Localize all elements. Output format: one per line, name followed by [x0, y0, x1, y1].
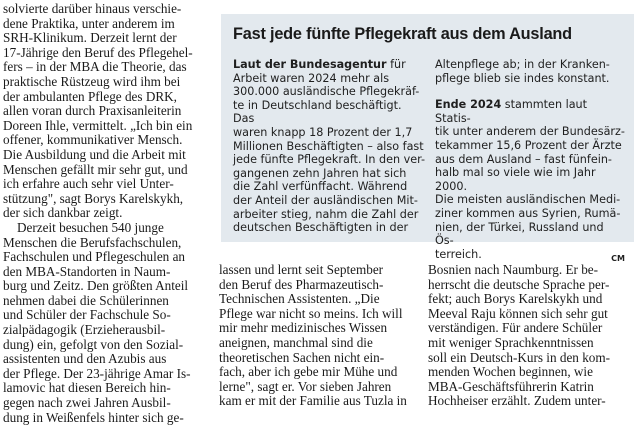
paragraph-1: solvierte darüber hinaus verschie- dene Praktika, unter anderem im SRH-Klinikum. Derzeit lernt der 17-Jährige den Beruf des Pflegehel- fers – in der MBA die Theorie, das praktische Rüstzeug wird ihm bei der ambulanten Pflege des DRK, allen voran durch Praxisanleiterin Doreen Ihle, vermittelt. „Ich bin ein offener, kommunikativer Mensch. Die Ausbildung und die Arbeit mit Menschen gefällt mir sehr gut, und ich erfahre auch sehr viel Unter- stützung", sagt Borys Karelskykh, der sich dankbar zeigt.: [3, 1, 193, 221]
info-box-column-2: [435, 58, 625, 265]
author-tag: CM: [611, 253, 625, 263]
info-box: [221, 14, 634, 263]
article-column-left: [3, 2, 209, 425]
info-box-column-1: [233, 58, 426, 235]
info-box-title: Fast jede fünfte Pflegekraft aus dem Ausland: [233, 25, 572, 43]
info-paragraph-1-cont: Altenpflege ab; in der Kranken- pflege blieb sie indes konstant.: [435, 58, 610, 85]
info-lead-1: Laut der Bundesagentur: [233, 58, 387, 71]
paragraph-3: lassen und lernt seit September den Beruf des Pharmazeutisch- Technischen Assistenten. „Die Pflege war nicht so meins. Ich will mir mehr medizinisches Wissen aneignen, manchmal sind die theoretischen Sachen nicht ein- fach, aber ich gebe mir Mühe und lerne", sagt er. Vor sieben Jahren kam er mit der Familie aus Tuzla in: [219, 262, 407, 409]
paragraph-2: Derzeit besuchen 540 junge Menschen die Berufsfachschulen, Fachschulen und Pflegeschulen an den MBA-Standorten in Naum- burg und Zeitz. Den größten Anteil nehmen dabei die Schülerinnen und Schüler der Fachschule So- zialpädagogik (Erzieherausbil- dung) ein, gefolgt von den Sozial- assistenten und den Azubis aus der Pflege. Der 23-jährige Amar Is- lamovic hat diesen Bereich hin- gegen nach zwei Jahren Ausbil- dung in Weißenfels hinter sich ge-: [3, 219, 191, 425]
info-paragraph-1: Laut der Bundesagentur für Arbeit waren 2024 mehr als 300.000 ausländische Pflegekräf- te in Deutschland beschäftigt. Das waren knapp 18 Prozent der 1,7 Millionen Beschäftigten – also fast jede fünfte Pflegekraft. In den ver- gangenen zehn Jahren hat sich die Zahl verfünffacht. Während der Anteil der ausländischen Mit- arbeiter stieg, nahm die Zahl der deutschen Beschäftigten in der: [233, 58, 426, 235]
info-lead-2: Ende 2024: [435, 98, 502, 112]
article-column-middle: [219, 263, 415, 409]
info-paragraph-2: Ende 2024 stammten laut Statis- tik unter anderem der Bundesärz- tekammer 15,6 Prozent der Ärzte aus dem Ausland – fast fünfein- halb mal so viele wie im Jahr 2000. Die meisten ausländischen Medi- ziner kommen aus Syrien, Rumä- nien, der Türkei, Russland und Ös- terreich. CM: [435, 98, 625, 261]
paragraph-4: Bosnien nach Naumburg. Er be- herrscht die deutsche Sprache per- fekt; auch Borys Karelskykh und Meeval Raju können sich sehr gut verständigen. Für andere Schüler mit weniger Sprachkenntnissen soll ein Deutsch-Kurs in den kom- menden Wochen beginnen, wie MBA-Geschäftsführerin Katrin Hochheiser erzählt. Zudem unter-: [428, 262, 611, 409]
article-column-right: [428, 263, 630, 409]
